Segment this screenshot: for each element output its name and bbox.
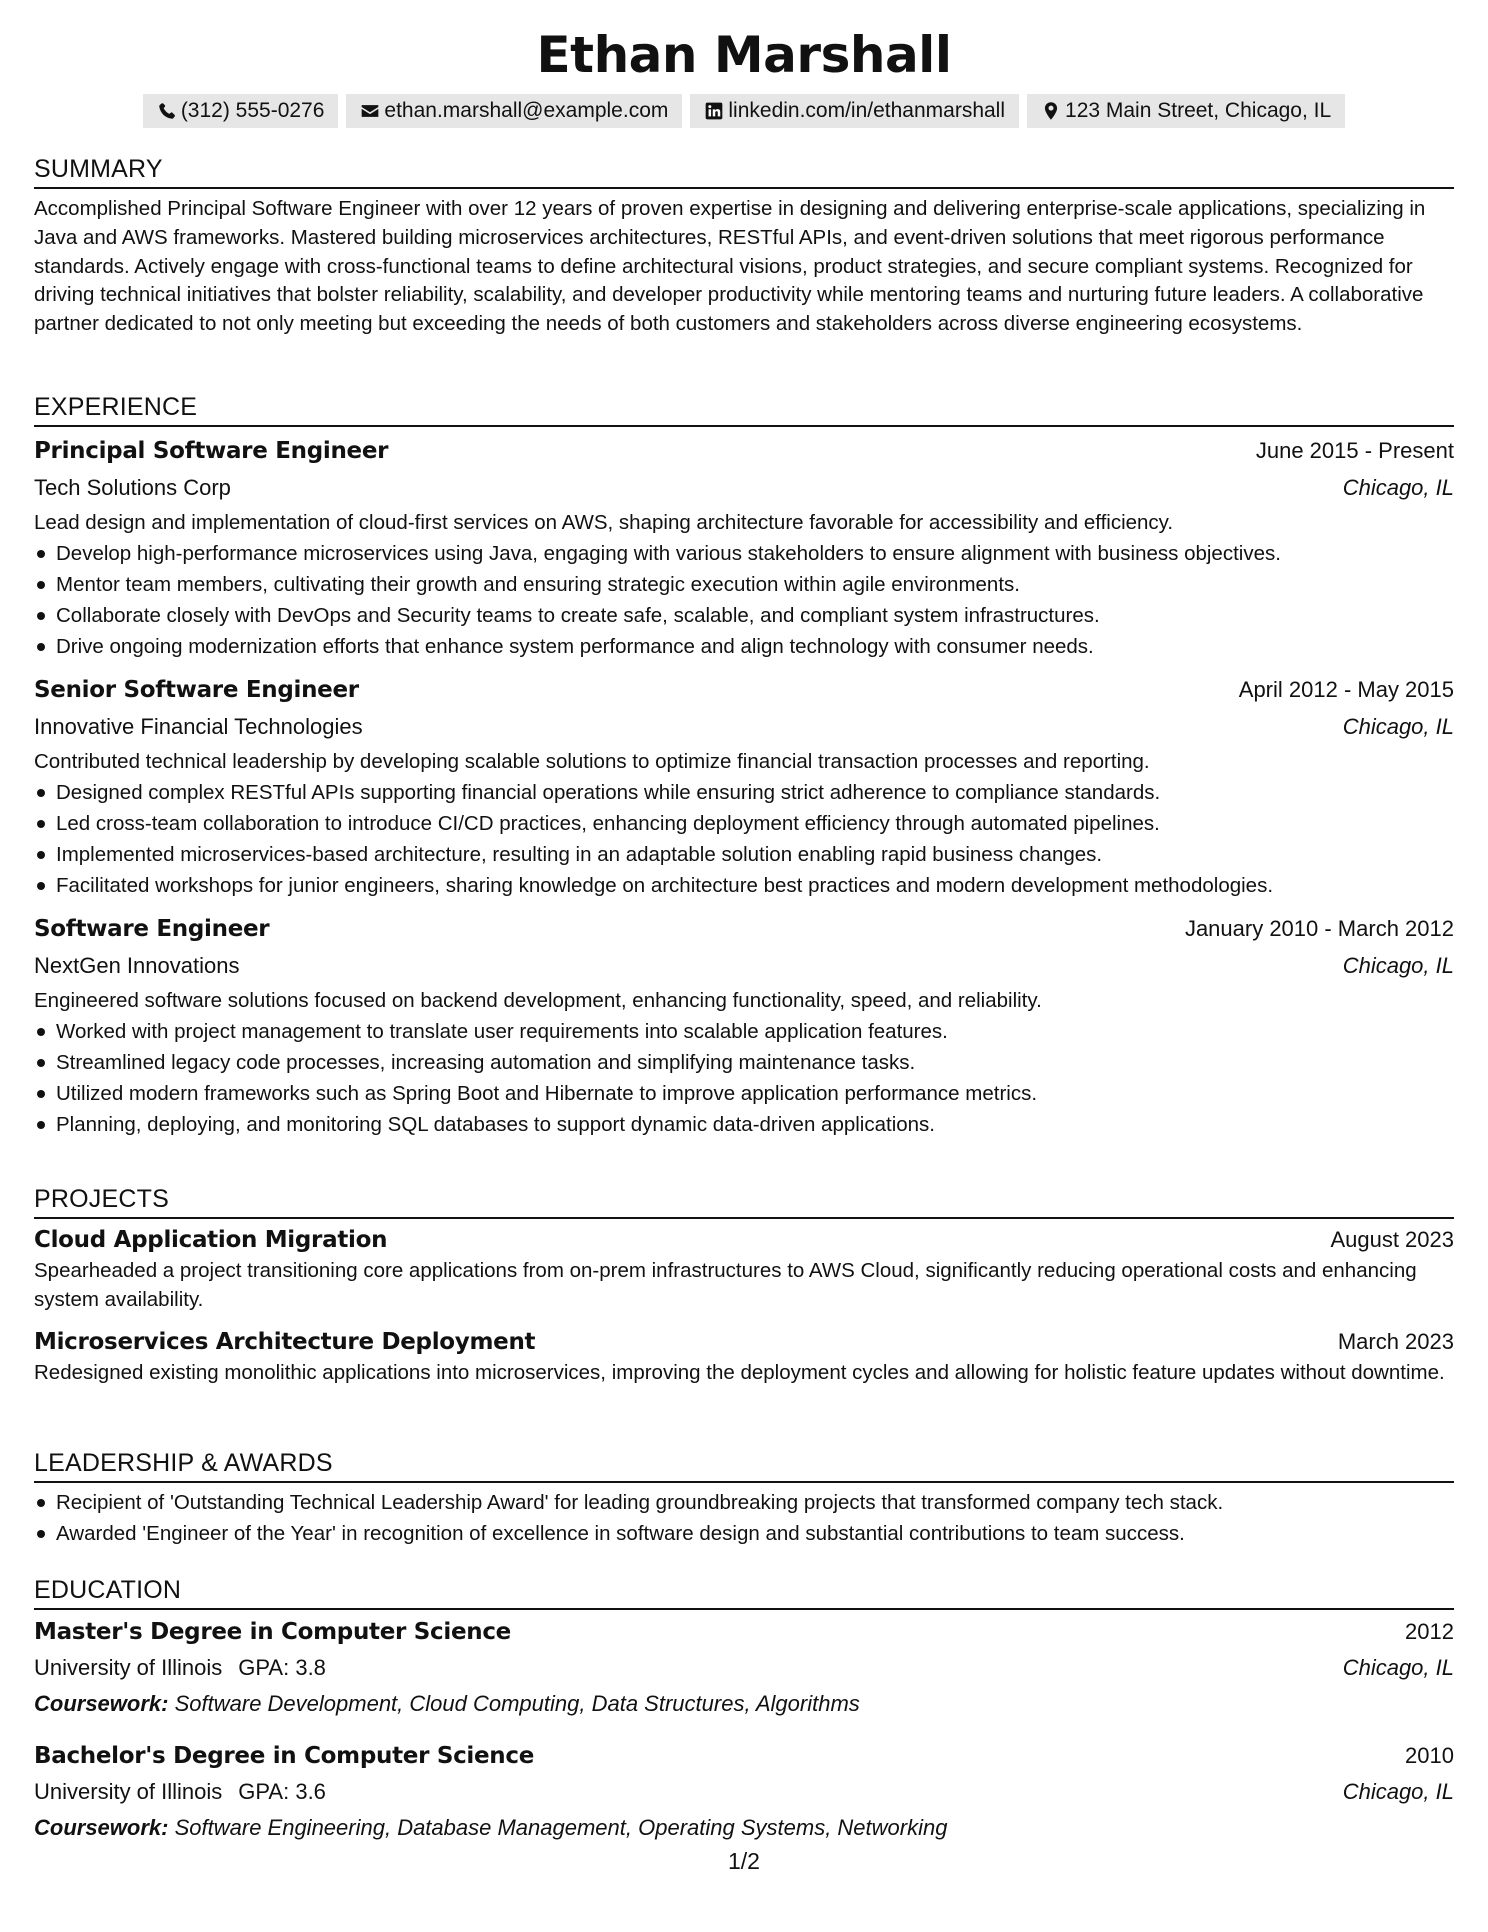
coursework [34,1686,1454,1722]
leadership-section [34,1446,1454,1549]
job-bullets [34,538,1454,662]
contact-address [1027,94,1345,128]
section-title: SUMMARY [34,152,1454,189]
contact-phone[interactable] [143,94,339,128]
job-location: Chicago, IL [1342,714,1454,739]
list-item: Utilized modern frameworks such as Spring Boot and Hibernate to improve application performance metrics. [56,1078,1454,1109]
project-name: Microservices Architecture Deployment [34,1328,536,1355]
job-entry [34,433,1454,662]
list-item: Worked with project management to translate user requirements into scalable application features. [56,1016,1454,1047]
job-location: Chicago, IL [1342,953,1454,978]
school-location: Chicago, IL [1342,1779,1454,1804]
section-title: PROJECTS [34,1182,1454,1219]
degree-title: Master's Degree in Computer Science [34,1619,511,1645]
project-entry [34,1223,1454,1315]
list-item: Mentor team members, cultivating their growth and ensuring strategic execution within agile environments. [56,569,1454,600]
list-item: Collaborate closely with DevOps and Security teams to create safe, scalable, and compliant system infrastructures. [56,600,1454,631]
job-location: Chicago, IL [1342,475,1454,500]
job-title: Principal Software Engineer [34,438,389,464]
coursework-list: Software Development, Cloud Computing, Data Structures, Algorithms [174,1691,860,1716]
school-name: University of Illinois [34,1779,223,1804]
gpa: GPA: 3.6 [238,1779,326,1804]
list-item: Led cross-team collaboration to introduce CI/CD practices, enhancing deployment efficiency through automated pipelines. [56,808,1454,839]
job-entry [34,911,1454,1140]
list-item: Planning, deploying, and monitoring SQL databases to support dynamic data-driven applications. [56,1109,1454,1140]
contact-address-text: 123 Main Street, Chicago, IL [1065,99,1332,122]
summary-section [34,152,1454,339]
job-summary: Lead design and implementation of cloud-first services on AWS, shaping architecture favorable for accessibility and efficiency. [34,511,1174,534]
coursework-list: Software Engineering, Database Management, Operating Systems, Networking [174,1815,948,1840]
school-line [34,1650,326,1686]
job-bullets [34,1016,1454,1140]
degree-title: Bachelor's Degree in Computer Science [34,1743,535,1769]
project-name: Cloud Application Migration [34,1227,388,1253]
project-description: Spearheaded a project transitioning core applications from on-prem infrastructures to AWS Cloud, significantly reducing operational costs and enhancing system availability. [34,1259,1417,1311]
job-dates: April 2012 - May 2015 [1238,677,1454,702]
project-date: March 2023 [1337,1328,1454,1354]
degree-year: 2012 [1405,1619,1454,1644]
job-dates: June 2015 - Present [1255,438,1454,463]
list-item: Drive ongoing modernization efforts that enhance system performance and align technology with consumer needs. [56,631,1454,662]
contact-linkedin[interactable] [690,94,1019,128]
project-entry [34,1325,1454,1388]
list-item: Facilitated workshops for junior engineers, sharing knowledge on architecture best practices and modern development methodologies. [56,870,1454,901]
section-title: LEADERSHIP & AWARDS [34,1446,1454,1483]
coursework-label: Coursework: [34,1691,169,1716]
contact-email[interactable] [346,94,682,128]
candidate-name: Ethan Marshall [536,26,952,84]
job-title: Senior Software Engineer [34,677,359,703]
list-item: Implemented microservices-based architecture, resulting in an adaptable solution enabling rapid business changes. [56,839,1454,870]
education-entry [34,1614,1454,1722]
job-summary: Contributed technical leadership by developing scalable solutions to optimize financial transaction processes and reporting. [34,750,1150,773]
resume-page [34,0,1454,1840]
job-entry [34,672,1454,901]
map-pin-icon [1041,101,1061,121]
list-item: Awarded 'Engineer of the Year' in recognition of excellence in software design and substantial contributions to team success. [56,1518,1454,1549]
coursework-label: Coursework: [34,1815,169,1840]
contact-bar [34,94,1454,128]
phone-icon [157,101,177,121]
list-item: Streamlined legacy code processes, increasing automation and simplifying maintenance tasks. [56,1047,1454,1078]
project-date: August 2023 [1330,1227,1454,1252]
list-item: Recipient of 'Outstanding Technical Leadership Award' for leading groundbreaking projects that transformed company tech stack. [56,1487,1454,1518]
job-bullets [34,777,1454,901]
job-company: Tech Solutions Corp [34,475,231,500]
linkedin-icon [704,101,724,121]
projects-section [34,1182,1454,1387]
section-title: EDUCATION [34,1573,1454,1610]
list-item: Develop high-performance microservices using Java, engaging with various stakeholders to ensure alignment with business objectives. [56,538,1454,569]
project-description: Redesigned existing monolithic applications into microservices, improving the deployment cycles and allowing for holistic feature updates without downtime. [34,1360,1445,1384]
contact-linkedin-text: linkedin.com/in/ethanmarshall [728,99,1006,122]
degree-year: 2010 [1405,1743,1454,1768]
school-line [34,1774,326,1810]
job-title: Software Engineer [34,916,270,942]
job-company: NextGen Innovations [34,953,240,978]
education-section [34,1573,1454,1846]
section-title: EXPERIENCE [34,390,1454,427]
job-dates: January 2010 - March 2012 [1184,916,1454,941]
school-location: Chicago, IL [1342,1655,1454,1680]
education-entry [34,1738,1454,1846]
list-item: Designed complex RESTful APIs supporting financial operations while ensuring strict adherence to compliance standards. [56,777,1454,808]
contact-phone-text: (312) 555-0276 [180,99,325,122]
page-number: 1/2 [728,1848,760,1874]
experience-section [34,390,1454,1140]
leadership-bullets [34,1487,1454,1549]
summary-text: Accomplished Principal Software Engineer with over 12 years of proven expertise in designing and delivering enterprise-scale applications, specializing in Java and AWS frameworks. Mastered building microservices architectures, RESTful APIs, and event-driven solutions that meet rigorous performance standards. Actively engage with cross-functional teams to define architectural visions, product strategies, and secure compliant systems. Recognized for driving technical initiatives that bolster reliability, scalability, and developer productivity while mentoring teams and nurturing future leaders. A collaborative partner dedicated to not only meeting but exceeding the needs of both customers and stakeholders across diverse engineering ecosystems. [34,197,1426,336]
job-company: Innovative Financial Technologies [34,714,363,739]
coursework [34,1810,1454,1846]
school-name: University of Illinois [34,1655,223,1680]
envelope-icon [360,101,380,121]
gpa: GPA: 3.8 [238,1655,326,1680]
contact-email-text: ethan.marshall@example.com [384,99,669,122]
job-summary: Engineered software solutions focused on backend development, enhancing functionality, speed, and reliability. [34,989,1042,1012]
